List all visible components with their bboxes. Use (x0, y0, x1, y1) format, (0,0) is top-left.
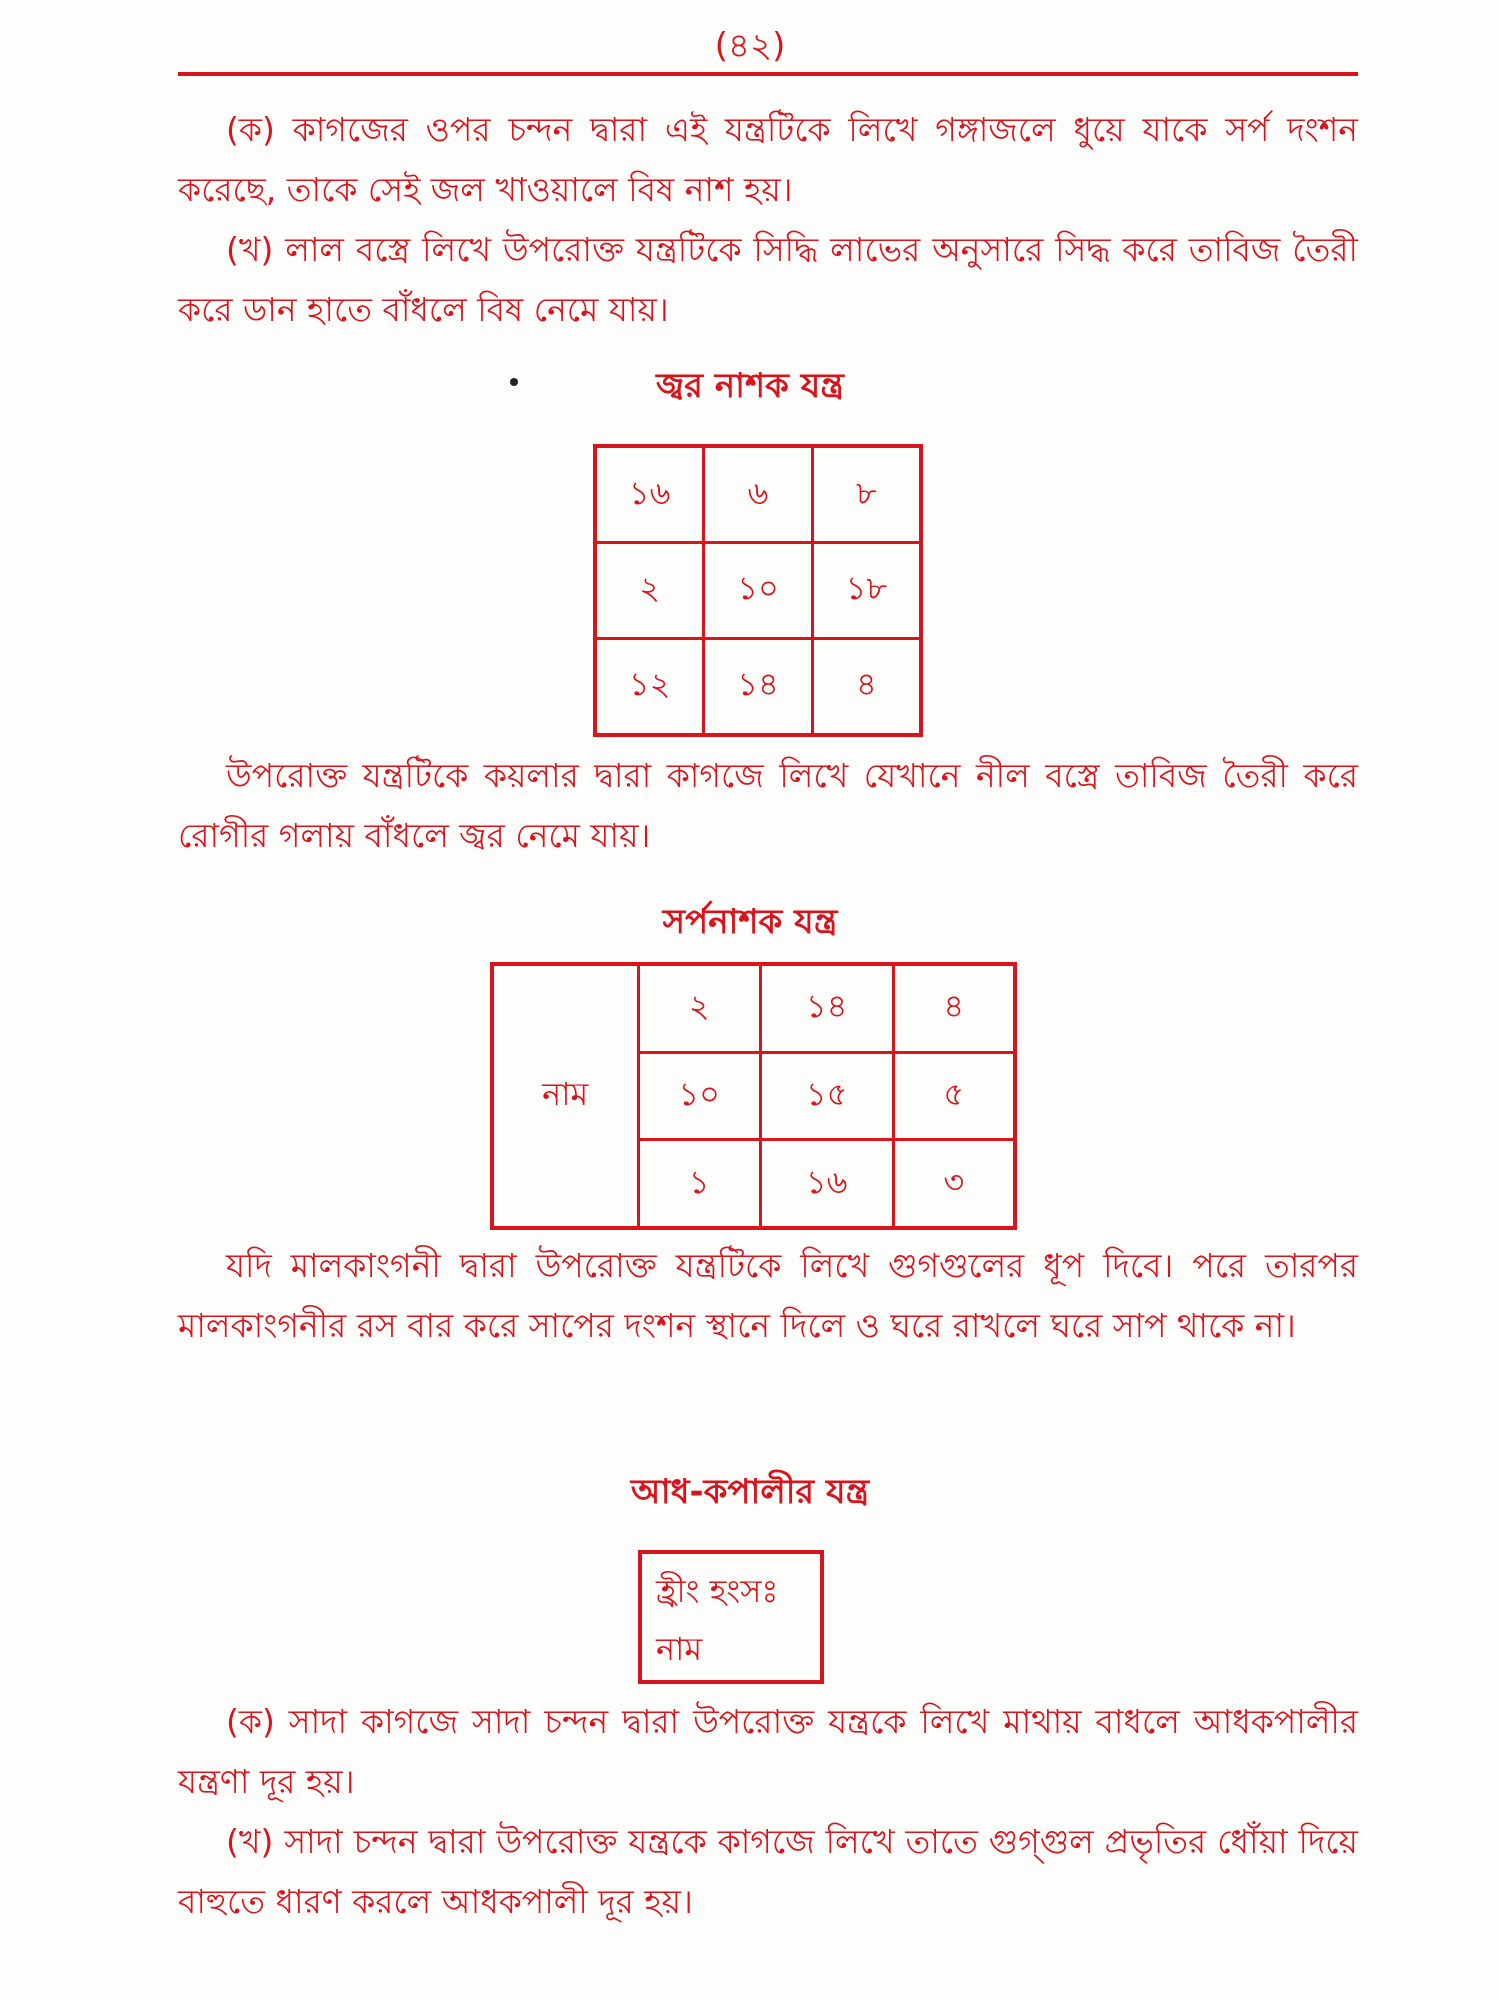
jwar-yantra-heading: জ্বর নাশক যন্ত্র (656, 366, 844, 406)
page-number: (৪২) (714, 26, 786, 66)
jwar-grid-cell: ১৮ (812, 543, 921, 639)
sarpa-name-cell: নাম (492, 964, 638, 1228)
adhkapali-yantra-heading: আধ-কপালীর যন্ত্র (630, 1472, 870, 1512)
jwar-grid-cell: ৮ (812, 446, 921, 543)
jwar-yantra-grid (593, 444, 923, 737)
sarpa-grid-cell: ১০ (638, 1052, 760, 1139)
sarpa-grid-cell: ১৬ (760, 1140, 893, 1228)
jwar-grid-row (595, 543, 921, 639)
mantra-line-2: নাম (656, 1630, 703, 1668)
jwar-grid-row (595, 638, 921, 735)
jwar-grid-cell: ৪ (812, 638, 921, 735)
mantra-line-1: হ্রীং হংসঃ (656, 1572, 779, 1610)
sarpa-grid-row (492, 964, 1015, 1052)
header-rule (178, 72, 1358, 76)
sarpa-grid-cell: ১৪ (760, 964, 893, 1052)
sarpa-yantra-description: যদি মালকাংগনী দ্বারা উপরোক্ত যন্ত্রটিকে লিখে গুগগুলের ধূপ দিবে। পরে তারপর মালকাংগনীর রস বার করে সাপের দংশন স্থানে দিলে ও ঘরে রাখলে ঘরে সাপ থাকে না। (178, 1246, 1358, 1345)
jwar-grid-cell: ১৪ (704, 638, 812, 735)
intro-paragraph-ka: (ক) কাগজের ওপর চন্দন দ্বারা এই যন্ত্রটিকে লিখে গঙ্গাজলে ধুয়ে যাকে সর্প দংশন করেছে, তাকে সেই জল খাওয়ালে বিষ নাশ হয়। (178, 110, 1358, 209)
sarpa-yantra-grid (490, 962, 1017, 1230)
intro-paragraph-kha: (খ) লাল বস্ত্রে লিখে উপরোক্ত যন্ত্রটিকে সিদ্ধি লাভের অনুসারে সিদ্ধ করে তাবিজ তৈরী করে ডান হাতে বাঁধলে বিষ নেমে যায়। (178, 230, 1358, 329)
jwar-grid-row (595, 446, 921, 543)
sarpa-grid-cell: ৩ (893, 1140, 1015, 1228)
adhkapali-paragraph-kha: (খ) সাদা চন্দন দ্বারা উপরোক্ত যন্ত্রকে কাগজে লিখে তাতে গুগ্গুল প্রভৃতির ধোঁয়া দিয়ে বাহুতে ধারণ করলে আধকপালী দূর হয়। (178, 1822, 1358, 1921)
sarpa-grid-cell: ১ (638, 1140, 760, 1228)
sarpa-grid-cell: ৪ (893, 964, 1015, 1052)
jwar-grid-cell: ১০ (704, 543, 812, 639)
jwar-grid-cell: ২ (595, 543, 704, 639)
jwar-grid-cell: ১৬ (595, 446, 704, 543)
jwar-grid-cell: ১২ (595, 638, 704, 735)
jwar-grid-cell: ৬ (704, 446, 812, 543)
sarpa-grid-cell: ৫ (893, 1052, 1015, 1139)
sarpa-yantra-heading: সর্পনাশক যন্ত্র (662, 902, 838, 942)
jwar-yantra-description: উপরোক্ত যন্ত্রটিকে কয়লার দ্বারা কাগজে লিখে যেখানে নীল বস্ত্রে তাবিজ তৈরী করে রোগীর গলায় বাঁধলে জ্বর নেমে যায়। (178, 756, 1358, 855)
adhkapali-mantra-box (638, 1550, 824, 1684)
adhkapali-paragraph-ka: (ক) সাদা কাগজে সাদা চন্দন দ্বারা উপরোক্ত যন্ত্রকে লিখে মাথায় বাধলে আধকপালীর যন্ত্রণা দূর হয়। (178, 1702, 1358, 1801)
sarpa-grid-cell: ২ (638, 964, 760, 1052)
sarpa-grid-cell: ১৫ (760, 1052, 893, 1139)
